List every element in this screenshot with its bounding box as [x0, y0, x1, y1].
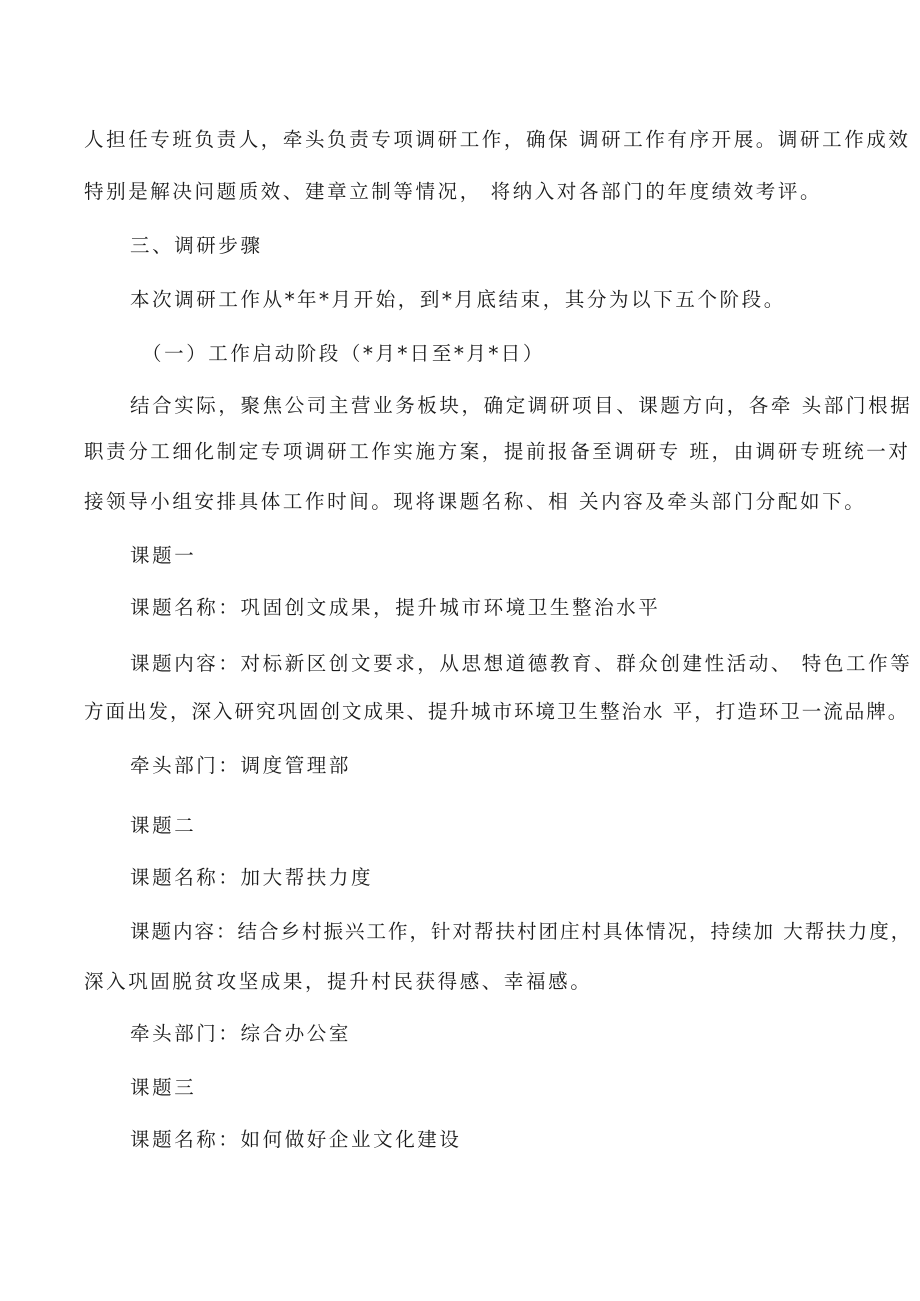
paragraph-line-3: 本次调研工作从*年*月开始，到*月底结束，其分为以下五个阶段。	[130, 288, 786, 311]
topic-two-content-line-2: 深入巩固脱贫攻坚成果，提升村民获得感、幸福感。	[84, 970, 593, 993]
topic-three-name: 课题名称：如何做好企业文化建设	[130, 1128, 462, 1151]
topic-two-label: 课题二	[130, 814, 197, 837]
topic-two-name: 课题名称：加大帮扶力度	[130, 866, 374, 889]
paragraph-line-1: 人担任专班负责人，牵头负责专项调研工作，确保 调研工作有序开展。调研工作成效	[84, 128, 911, 151]
topic-one-content-line-2: 方面出发，深入研究巩固创文成果、提升城市环境卫生整治水 平，打造环卫一流品牌。	[84, 700, 910, 723]
topic-three-label: 课题三	[130, 1076, 197, 1099]
paragraph-line-5: 职责分工细化制定专项调研工作实施方案，提前报备至调研专 班，由调研专班统一对	[84, 440, 911, 463]
topic-one-content-line-1: 课题内容：对标新区创文要求，从思想道德教育、群众创建性活动、 特色工作等	[130, 652, 913, 675]
paragraph-line-2: 特别是解决问题质效、建章立制等情况， 将纳入对各部门的年度绩效考评。	[84, 180, 823, 203]
topic-two-content-line-1: 课题内容：结合乡村振兴工作，针对帮扶村团庄村具体情况，持续加 大帮扶力度，	[130, 920, 913, 943]
section-heading: 三、调研步骤	[130, 234, 263, 257]
topic-one-label: 课题一	[130, 544, 197, 567]
topic-one-department: 牵头部门：调度管理部	[130, 754, 352, 777]
topic-two-department: 牵头部门：综合办公室	[130, 1022, 352, 1045]
paragraph-line-6: 接领导小组安排具体工作时间。现将课题名称、相 关内容及牵头部门分配如下。	[84, 490, 867, 513]
paragraph-line-4: 结合实际，聚焦公司主营业务板块，确定调研项目、课题方向，各牵 头部门根据	[130, 394, 913, 417]
subsection-heading: （一）工作启动阶段（*月*日至*月*日）	[142, 342, 546, 365]
topic-one-name: 课题名称：巩固创文成果，提升城市环境卫生整治水平	[130, 596, 661, 619]
